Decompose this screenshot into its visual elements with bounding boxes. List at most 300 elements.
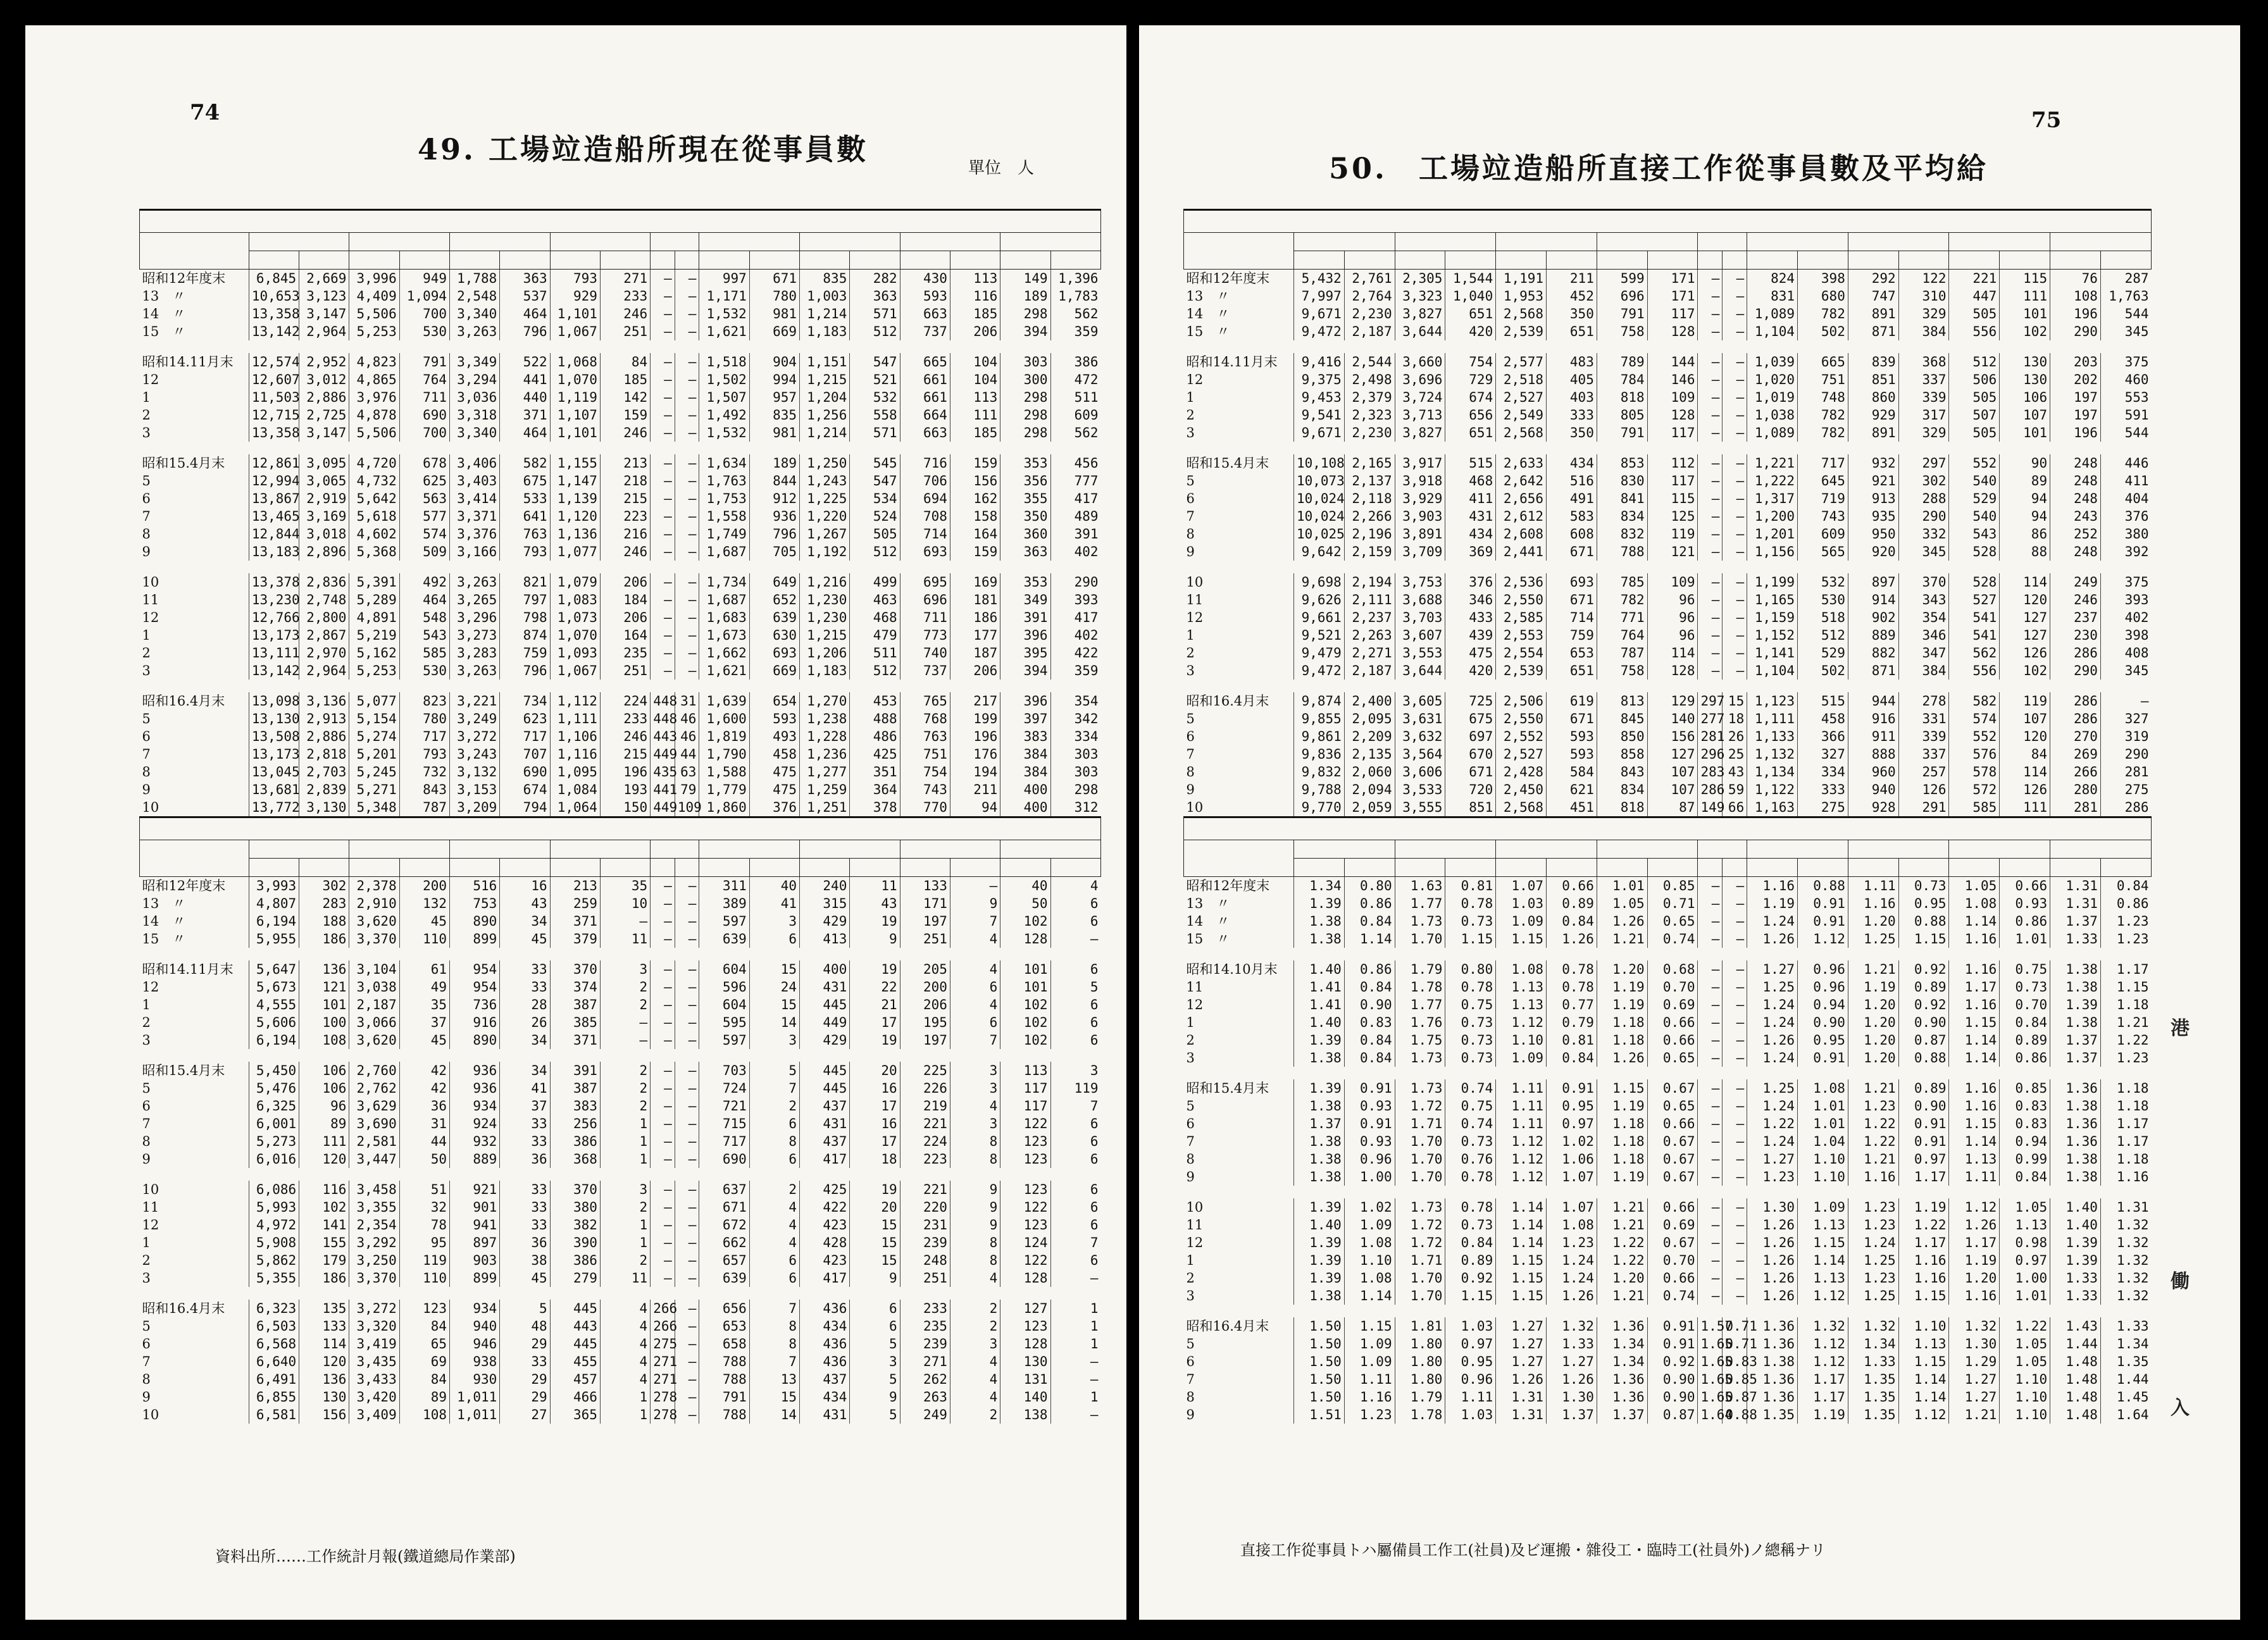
cell: 121	[299, 978, 349, 996]
cell: 1.26	[1747, 1287, 1798, 1305]
cell: 0.75	[1445, 1097, 1496, 1115]
cell: 1.48	[2050, 1353, 2101, 1370]
cell: 185	[600, 371, 650, 388]
section-heading	[140, 817, 1101, 840]
cell: 36	[500, 1150, 550, 1168]
cell: —	[651, 490, 675, 507]
row-label: 15 〃	[142, 931, 186, 947]
row-label: 11	[1186, 979, 1204, 995]
cell: 1.08	[1496, 960, 1547, 978]
cell: 3,169	[299, 507, 349, 525]
cell: 1.15	[1445, 1287, 1496, 1305]
cell: 654	[749, 692, 799, 710]
cell: 226	[900, 1079, 950, 1097]
cell: 505	[1949, 305, 2000, 323]
sub-header	[1000, 251, 1050, 270]
cell: —	[600, 912, 650, 930]
cell: 663	[900, 424, 950, 442]
cell: 5	[850, 1370, 900, 1388]
table-row	[1184, 710, 2152, 728]
cell: 940	[450, 1317, 500, 1335]
cell: —	[1050, 1353, 1100, 1370]
row-label: 昭和15.4月末	[1186, 456, 1269, 471]
cell: 266	[651, 1317, 675, 1335]
cell: 266	[2050, 763, 2101, 781]
cell: 1	[600, 1133, 650, 1150]
cell: 206	[950, 323, 1000, 340]
cell: —	[651, 371, 675, 388]
cell: 1.20	[1848, 1014, 1898, 1031]
row-label: 1	[1186, 1015, 1195, 1030]
table-row	[140, 644, 1101, 662]
cell: 529	[1798, 644, 1848, 662]
cell: —	[651, 305, 675, 323]
cell: 1.00	[2000, 1269, 2050, 1287]
cell: 1,532	[699, 424, 749, 442]
cell: 391	[1000, 609, 1050, 626]
cell: —	[1723, 609, 1747, 626]
cell: 363	[1000, 543, 1050, 561]
cell: 9,521	[1293, 626, 1344, 644]
cell: 164	[600, 626, 650, 644]
cell: 1.21	[1597, 1287, 1647, 1305]
cell: 2,111	[1344, 591, 1395, 609]
cell: 3,631	[1395, 710, 1445, 728]
cell: 623	[500, 710, 550, 728]
cell: 675	[500, 472, 550, 490]
cell: 1.09	[1496, 912, 1547, 930]
cell: 363	[850, 287, 900, 305]
cell: 107	[2000, 406, 2050, 424]
cell: —	[1050, 930, 1100, 948]
cell: 1.06	[1547, 1150, 1597, 1168]
cell: 547	[850, 353, 900, 371]
table-row	[140, 960, 1101, 978]
cell: 300	[1000, 371, 1050, 388]
cell: 1.18	[1597, 1031, 1647, 1049]
cell: 1.04	[1798, 1133, 1848, 1150]
cell: 1.34	[1293, 877, 1344, 895]
cell: 122	[1000, 1115, 1050, 1133]
cell: 2,669	[299, 270, 349, 288]
cell: 0.89	[2000, 1031, 2050, 1049]
table-row	[1184, 877, 2152, 895]
cell: 1.36	[1747, 1317, 1798, 1335]
cell: 544	[2100, 305, 2151, 323]
cell: 670	[1445, 745, 1496, 763]
cell: 1,104	[1747, 662, 1798, 680]
cell: 101	[1000, 960, 1050, 978]
cell: 0.70	[1647, 1252, 1698, 1269]
cell: 1.30	[1747, 1198, 1798, 1216]
cell: 101	[1000, 978, 1050, 996]
cell: 327	[1798, 745, 1848, 763]
cell: 378	[850, 798, 900, 817]
cell: 1,214	[800, 305, 850, 323]
cell: 1,251	[800, 798, 850, 817]
cell: 117	[1000, 1079, 1050, 1097]
cell: 0.73	[1445, 1216, 1496, 1234]
row-label: 1	[142, 628, 151, 643]
cell: 113	[1000, 1062, 1050, 1079]
cell: 354	[1050, 692, 1100, 710]
cell: 1.20	[1848, 996, 1898, 1014]
cell: 36	[399, 1097, 449, 1115]
cell: —	[675, 591, 699, 609]
cell: 1.38	[2050, 960, 2101, 978]
cell: 1.25	[1747, 1079, 1798, 1097]
cell: 1.50	[1293, 1317, 1344, 1335]
cell: 911	[1848, 728, 1898, 745]
cell: 369	[1445, 543, 1496, 561]
cell: 1.33	[2050, 930, 2101, 948]
cell: 428	[800, 1234, 850, 1252]
row-label: 13 〃	[1186, 289, 1230, 304]
cell: 89	[299, 1115, 349, 1133]
cell: 1,236	[800, 745, 850, 763]
cell: 12,766	[249, 609, 299, 626]
cell: 114	[2000, 573, 2050, 591]
cell: —	[1698, 573, 1723, 591]
cell: 1,116	[550, 745, 600, 763]
cell: 0.80	[1445, 960, 1496, 978]
cell: 376	[2100, 507, 2151, 525]
cell: 102	[2000, 662, 2050, 680]
cell: 443	[550, 1317, 600, 1335]
cell: 1.22	[2100, 1031, 2151, 1049]
cell: 337	[1898, 745, 1949, 763]
cell: 512	[850, 543, 900, 561]
cell: 1.17	[1898, 1234, 1949, 1252]
cell: 5,618	[349, 507, 399, 525]
cell: 13,173	[249, 745, 299, 763]
cell: 1.21	[1848, 1150, 1898, 1168]
cell: —	[651, 1181, 675, 1198]
cell: 604	[699, 996, 749, 1014]
cell: 290	[2100, 745, 2151, 763]
cell: 203	[2050, 353, 2101, 371]
cell: 1,662	[699, 644, 749, 662]
cell: —	[1723, 305, 1747, 323]
cell: 46	[675, 710, 699, 728]
cell: 3,263	[450, 573, 500, 591]
cell: 929	[550, 287, 600, 305]
cell: 3	[950, 1115, 1000, 1133]
cell: 0.90	[1344, 996, 1395, 1014]
cell: —	[651, 895, 675, 912]
cell: 690	[399, 406, 449, 424]
cell: 9	[850, 930, 900, 948]
cell: 661	[900, 388, 950, 406]
cell: 3,123	[299, 287, 349, 305]
cell: 239	[900, 1335, 950, 1353]
cell: —	[1723, 1097, 1747, 1115]
cell: 417	[800, 1150, 850, 1168]
cell: 665	[900, 353, 950, 371]
row-label: 12	[142, 372, 159, 387]
cell: 5,908	[249, 1234, 299, 1252]
cell: 10,024	[1293, 507, 1344, 525]
sub-header	[1597, 859, 1647, 877]
cell: 2,568	[1496, 798, 1547, 817]
cell: 662	[699, 1234, 749, 1252]
row-label: 昭和12年度末	[1186, 878, 1270, 893]
cell: —	[675, 287, 699, 305]
cell: 196	[950, 728, 1000, 745]
cell: 315	[800, 895, 850, 912]
cell: 411	[2100, 472, 2151, 490]
cell: 466	[550, 1388, 600, 1406]
group-header	[349, 233, 450, 251]
cell: 184	[600, 591, 650, 609]
cell: 429	[800, 912, 850, 930]
table-row	[140, 507, 1101, 525]
cell: 1.26	[1747, 1252, 1798, 1269]
cell: 106	[299, 1062, 349, 1079]
cell: 0.78	[1445, 1198, 1496, 1216]
cell: 211	[950, 781, 1000, 798]
cell: 562	[1050, 424, 1100, 442]
cell: 3,629	[349, 1097, 399, 1115]
cell: 1.08	[1949, 895, 2000, 912]
cell: 0.85	[1723, 1370, 1747, 1388]
cell: 13,378	[249, 573, 299, 591]
cell: 1.24	[1747, 996, 1798, 1014]
row-label: 3	[1186, 663, 1195, 678]
cell: 1.35	[2100, 1353, 2151, 1370]
cell: 1,259	[800, 781, 850, 798]
cell: 675	[1445, 710, 1496, 728]
cell: 1,544	[1445, 270, 1496, 288]
cell: 425	[850, 745, 900, 763]
cell: 3,553	[1395, 644, 1445, 662]
cell: 1.36	[1597, 1370, 1647, 1388]
cell: 2,539	[1496, 662, 1547, 680]
cell: 159	[600, 406, 650, 424]
cell: —	[1723, 930, 1747, 948]
cell: 256	[550, 1115, 600, 1133]
cell: 333	[1798, 781, 1848, 798]
cell: 158	[950, 507, 1000, 525]
cell: 5,201	[349, 745, 399, 763]
cell: 719	[1798, 490, 1848, 507]
cell: 1	[1050, 1300, 1100, 1317]
cell: 2,536	[1496, 573, 1547, 591]
cell: 286	[2050, 710, 2101, 728]
cell: 565	[1798, 543, 1848, 561]
cell: 12,607	[249, 371, 299, 388]
cell: 571	[850, 305, 900, 323]
cell: 6	[950, 1014, 1000, 1031]
cell: 2,194	[1344, 573, 1395, 591]
cell: 740	[900, 644, 950, 662]
cell: 1.24	[1747, 912, 1798, 930]
cell: 936	[450, 1079, 500, 1097]
cell: 1.19	[1747, 895, 1798, 912]
cell: 3,533	[1395, 781, 1445, 798]
cell: 1.27	[1949, 1388, 2000, 1406]
sub-header	[1000, 859, 1050, 877]
cell: 6	[850, 1300, 900, 1317]
cell: 246	[600, 424, 650, 442]
cell: 1.38	[1293, 1168, 1344, 1186]
cell: 1.26	[1747, 1216, 1798, 1234]
cell: 230	[2050, 626, 2101, 644]
cell: 13,098	[249, 692, 299, 710]
cell: 949	[399, 270, 449, 288]
cell: 1.26	[1547, 1370, 1597, 1388]
cell: —	[675, 525, 699, 543]
cell: 1.30	[1949, 1335, 2000, 1353]
cell: 298	[1050, 781, 1100, 798]
cell: 2,800	[299, 609, 349, 626]
cell: 248	[2050, 543, 2101, 561]
cell: 1,183	[800, 662, 850, 680]
cell: —	[600, 1014, 650, 1031]
cell: 830	[1597, 472, 1647, 490]
cell: 392	[2100, 543, 2151, 561]
cell: —	[950, 877, 1000, 895]
cell: 1.19	[1597, 1168, 1647, 1186]
cell: 1.19	[1949, 1252, 2000, 1269]
cell: 8	[950, 1234, 1000, 1252]
cell: 3,555	[1395, 798, 1445, 817]
table-row	[1184, 371, 2152, 388]
table-row	[140, 1168, 1101, 1181]
cell: 1.12	[1798, 1335, 1848, 1353]
cell: 120	[2000, 591, 2050, 609]
cell: 101	[299, 996, 349, 1014]
group-header	[1395, 840, 1496, 859]
cell: 796	[500, 662, 550, 680]
cell: 420	[1445, 323, 1496, 340]
cell: 528	[1949, 543, 2000, 561]
cell: 1,083	[550, 591, 600, 609]
cell: —	[651, 978, 675, 996]
cell: 770	[900, 798, 950, 817]
cell: 625	[399, 472, 449, 490]
cell: 693	[749, 644, 799, 662]
cell: 200	[399, 877, 449, 895]
cell: —	[1698, 1014, 1723, 1031]
cell: 1.22	[1848, 1133, 1898, 1150]
row-label: 9	[1186, 544, 1195, 559]
cell: 721	[699, 1097, 749, 1115]
cell: 1.70	[1395, 1133, 1445, 1150]
table-row	[140, 1216, 1101, 1234]
row-label: 昭和15.4月末	[142, 1063, 225, 1078]
sub-header	[1747, 251, 1798, 270]
cell: 13,230	[249, 591, 299, 609]
cell: 5,993	[249, 1198, 299, 1216]
cell: 339	[1898, 388, 1949, 406]
cell: —	[675, 1097, 699, 1115]
cell: 1.22	[1848, 1115, 1898, 1133]
cell: 1.13	[1949, 1150, 2000, 1168]
cell: 0.98	[2000, 1234, 2050, 1252]
cell: 188	[299, 912, 349, 930]
cell: 5,506	[349, 424, 399, 442]
cell: —	[675, 978, 699, 996]
cell: 2,568	[1496, 305, 1547, 323]
cell: 339	[1898, 728, 1949, 745]
cell: 0.73	[1445, 912, 1496, 930]
cell: 891	[1848, 424, 1898, 442]
cell: 449	[651, 798, 675, 817]
cell: 1,238	[800, 710, 850, 728]
cell: 231	[900, 1216, 950, 1234]
cell: 3,250	[349, 1252, 399, 1269]
cell: 929	[1848, 406, 1898, 424]
cell: 3,976	[349, 388, 399, 406]
cell: 595	[699, 1014, 749, 1031]
cell: —	[651, 323, 675, 340]
table-row	[1184, 353, 2152, 371]
cell: 737	[900, 323, 950, 340]
cell: 114	[299, 1335, 349, 1353]
table-row	[140, 1388, 1101, 1406]
table-row	[140, 662, 1101, 680]
cell: 1.05	[2000, 1353, 2050, 1370]
source-note: 資料出所……工作統計月報(鐵道總局作業部)	[215, 1548, 516, 1565]
table-row	[1184, 1317, 2152, 1335]
cell: 661	[900, 371, 950, 388]
cell: 6	[1050, 1150, 1100, 1168]
cell: —	[675, 388, 699, 406]
cell: 596	[699, 978, 749, 996]
table-row	[1184, 692, 2152, 710]
cell: 1.09	[1798, 1198, 1848, 1216]
cell: 123	[1000, 1133, 1050, 1150]
cell: 1,222	[1747, 472, 1798, 490]
table-row	[1184, 930, 2152, 948]
cell: —	[651, 930, 675, 948]
cell: 796	[749, 525, 799, 543]
group-header	[550, 233, 651, 251]
cell: 393	[2100, 591, 2151, 609]
cell: 768	[900, 710, 950, 728]
cell: —	[1698, 305, 1723, 323]
cell: 44	[399, 1133, 449, 1150]
cell: —	[651, 353, 675, 371]
cell: 789	[1597, 353, 1647, 371]
cell: 690	[699, 1150, 749, 1168]
cell: 275	[2100, 781, 2151, 798]
cell: 14	[749, 1406, 799, 1424]
table-row	[1184, 1049, 2152, 1067]
table-row	[140, 442, 1101, 454]
cell: 0.91	[1547, 1079, 1597, 1097]
cell: 1.33	[1547, 1335, 1597, 1353]
cell: 106	[2000, 388, 2050, 406]
sub-header	[1647, 251, 1698, 270]
row-label: 9	[1186, 1407, 1195, 1422]
cell: 286	[2050, 644, 2101, 662]
cell: 788	[699, 1406, 749, 1424]
cell: —	[651, 1062, 675, 1079]
cell: 851	[1445, 798, 1496, 817]
cell: 1.17	[1898, 1168, 1949, 1186]
cell: 1.36	[1597, 1317, 1647, 1335]
cell: 233	[900, 1300, 950, 1317]
cell: 1.11	[1848, 877, 1898, 895]
cell: 1.16	[1949, 1097, 2000, 1115]
cell: —	[1698, 877, 1723, 895]
cell: 18	[850, 1150, 900, 1168]
cell: 186	[950, 609, 1000, 626]
row-label: 15 〃	[1186, 931, 1230, 947]
cell: 197	[2050, 406, 2101, 424]
